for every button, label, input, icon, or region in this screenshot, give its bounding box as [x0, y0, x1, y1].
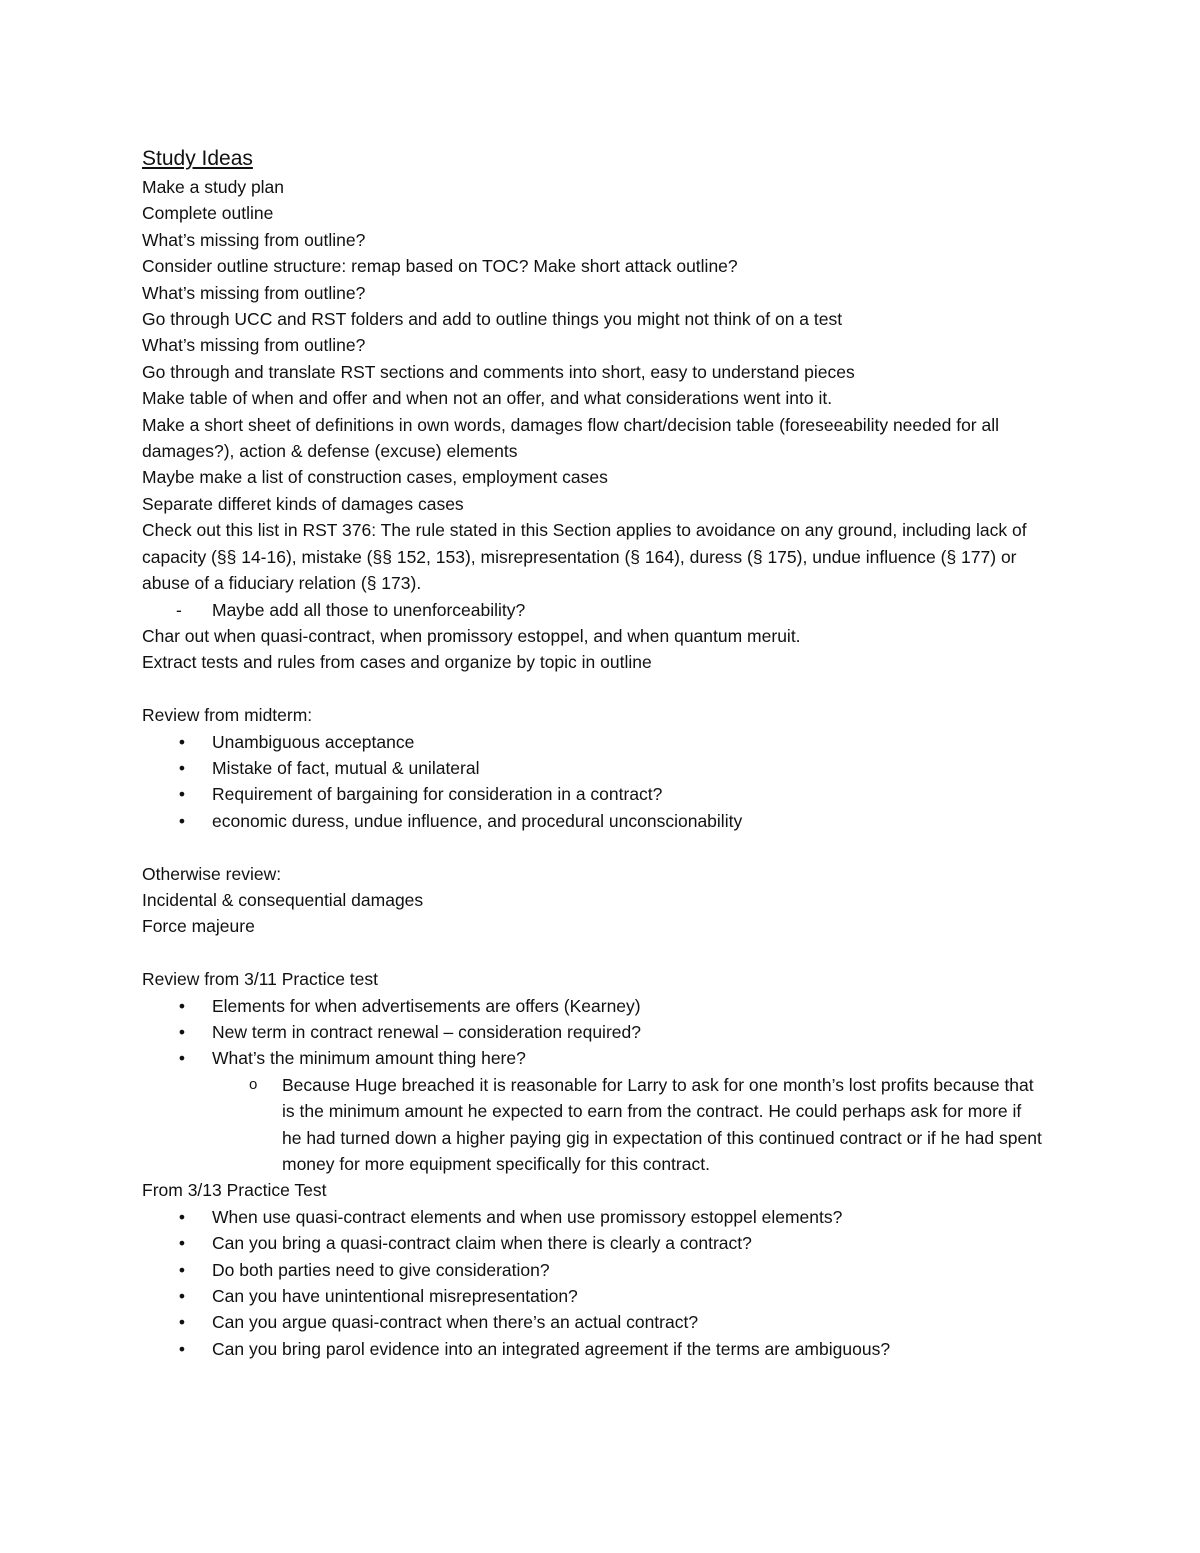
list-item-text: Can you bring a quasi-contract claim when there is clearly a contract?	[212, 1233, 752, 1254]
list-item	[142, 755, 1102, 781]
list-item	[142, 729, 1102, 755]
practice-311-list	[142, 993, 1102, 1178]
list-item-text: Mistake of fact, mutual & unilateral	[212, 757, 480, 778]
list-item-text: Can you bring parol evidence into an integrated agreement if the terms are ambiguous?	[212, 1338, 891, 1359]
section-heading: Otherwise review:	[142, 863, 282, 884]
document-title: Study Ideas	[142, 147, 253, 170]
bullet-marker: •	[178, 810, 186, 831]
bullet-marker: •	[178, 1338, 186, 1359]
text-line: What’s missing from outline?	[142, 282, 366, 303]
practice-313-list	[142, 1204, 1102, 1362]
list-item-text: Can you have unintentional misrepresentation?	[212, 1286, 578, 1307]
dash-marker: -	[176, 599, 182, 620]
bullet-marker: •	[178, 1021, 186, 1042]
bullet-marker: •	[178, 1259, 186, 1280]
bullet-marker: •	[178, 784, 186, 805]
bullet-marker: •	[178, 1206, 186, 1227]
spacer	[142, 676, 1102, 702]
section-heading: Review from midterm:	[142, 705, 313, 726]
list-item	[142, 1283, 1102, 1309]
text-line: Extract tests and rules from cases and organize by topic in outline	[142, 652, 652, 673]
list-item-text: Requirement of bargaining for consideration in a contract?	[212, 784, 663, 805]
bullet-marker: •	[178, 1312, 186, 1333]
list-item	[142, 781, 1102, 807]
bullet-marker: •	[178, 731, 186, 752]
list-item	[142, 1336, 1102, 1362]
list-item-text: economic duress, undue influence, and procedural unconscionability	[212, 810, 743, 831]
list-item-text: Do both parties need to give consideration?	[212, 1259, 550, 1280]
bullet-marker: •	[178, 757, 186, 778]
bullet-marker: •	[178, 1048, 186, 1069]
bullet-marker: •	[178, 995, 186, 1016]
text-line: Maybe make a list of construction cases, employment cases	[142, 467, 608, 488]
list-item-text: Elements for when advertisements are offers (Kearney)	[212, 995, 641, 1016]
list-item	[142, 1204, 1102, 1230]
section-heading: Review from 3/11 Practice test	[142, 969, 379, 990]
list-item	[142, 597, 1102, 623]
list-item	[142, 1045, 1102, 1071]
list-item-text: Maybe add all those to unenforceability?	[212, 599, 526, 620]
text-line: Char out when quasi-contract, when promissory estoppel, and when quantum meruit.	[142, 625, 801, 646]
list-item	[142, 1309, 1102, 1335]
bullet-marker: •	[178, 1233, 186, 1254]
text-line: Go through UCC and RST folders and add to outline things you might not think of on a test	[142, 309, 843, 330]
dash-list	[142, 597, 1102, 623]
spacer	[142, 940, 1102, 966]
text-line: Separate differet kinds of damages cases	[142, 493, 464, 514]
list-item	[142, 808, 1102, 834]
text-line: Complete outline	[142, 203, 274, 224]
list-item-text: Unambiguous acceptance	[212, 731, 415, 752]
list-item	[142, 1257, 1102, 1283]
list-item-text: When use quasi-contract elements and when use promissory estoppel elements?	[212, 1206, 843, 1227]
text-line: Consider outline structure: remap based on TOC? Make short attack outline?	[142, 256, 738, 277]
text-line: Go through and translate RST sections and comments into short, easy to understand pieces	[142, 361, 855, 382]
text-line: Make a short sheet of definitions in own words, damages flow chart/decision table (foreseeability needed for all damages?), action & defense (excuse) elements	[142, 414, 999, 462]
sub-list-item	[142, 1072, 1042, 1178]
text-line: Make table of when and offer and when not an offer, and what considerations went into it.	[142, 388, 833, 409]
list-item	[142, 993, 1102, 1019]
text-line: What’s missing from outline?	[142, 335, 366, 356]
document-page	[142, 144, 1102, 1362]
midterm-list	[142, 729, 1102, 835]
text-line: Force majeure	[142, 916, 255, 937]
spacer	[142, 834, 1102, 860]
list-item	[142, 1230, 1102, 1256]
text-line: Make a study plan	[142, 177, 285, 197]
text-line: What’s missing from outline?	[142, 229, 366, 250]
list-item-text: Because Huge breached it is reasonable for Larry to ask for one month’s lost profits because that is the minimum amount he expected to earn from the contract. He could perhaps ask for more if he had turned down a higher paying gig in expectation of this continued contract or if he had spent money for more equipment specifically for this contract.	[282, 1074, 1042, 1174]
section-heading: From 3/13 Practice Test	[142, 1180, 327, 1201]
bullet-marker: •	[178, 1286, 186, 1307]
list-item-text: What’s the minimum amount thing here?	[212, 1048, 526, 1069]
list-item-text: New term in contract renewal – consideration required?	[212, 1021, 641, 1042]
text-line: Check out this list in RST 376: The rule stated in this Section applies to avoidance on any ground, including lack of capacity (§§ 14-16), mistake (§§ 152, 153), misrepresentation (§ 164), duress (§ 175), undue influence (§ 177) or abuse of a fiduciary relation (§ 173).	[142, 520, 1027, 594]
text-line: Incidental & consequential damages	[142, 889, 424, 910]
circle-marker: o	[249, 1075, 258, 1093]
list-item	[142, 1019, 1102, 1045]
list-item-text: Can you argue quasi-contract when there’s an actual contract?	[212, 1312, 699, 1333]
